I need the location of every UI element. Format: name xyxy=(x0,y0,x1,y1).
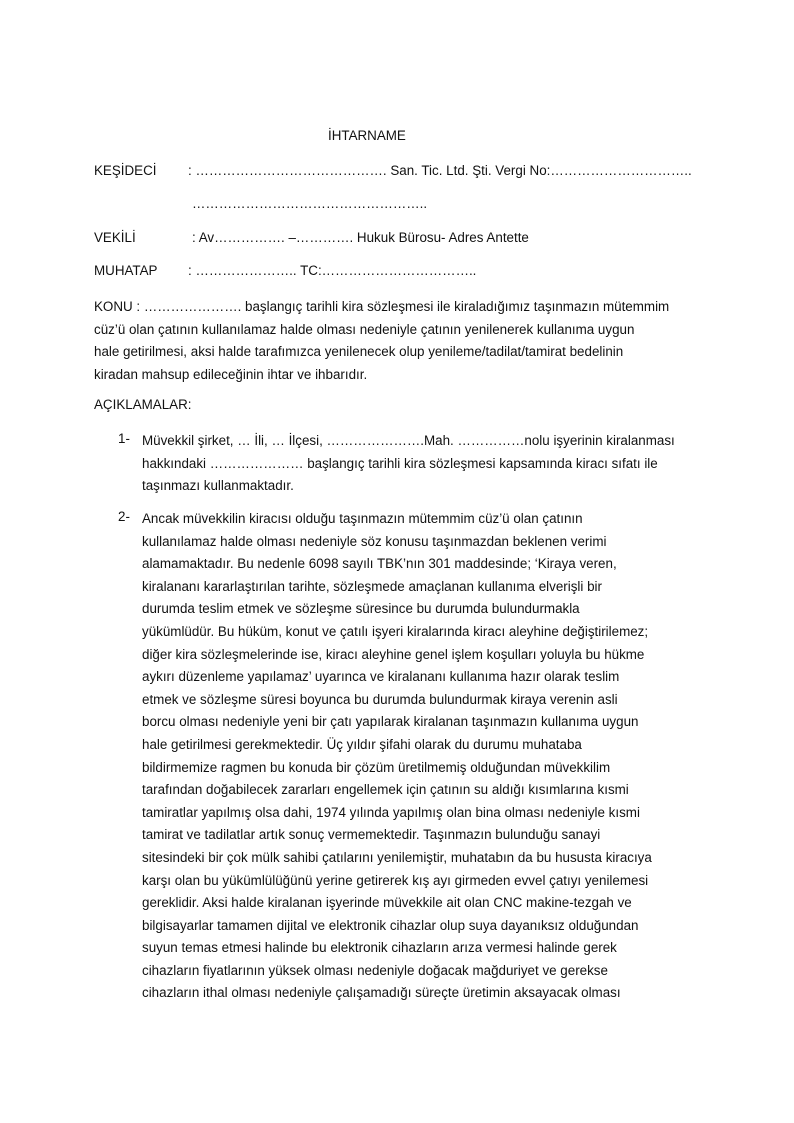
paragraph-line: tamirat ve tadilatlar artık sonuç vermemektedir. Taşınmazın bulunduğu sanayi xyxy=(142,827,601,843)
paragraph-line: kiralananı kararlaştırılan tarihte, sözleşmede amaçlanan kullanıma elverişli bir xyxy=(142,578,602,594)
muhatap-label: MUHATAP xyxy=(94,263,158,278)
paragraph-line: borcu olması nedeniyle yeni bir çatı yapılarak kiralanan taşınmazın kullanıma uygun xyxy=(142,714,639,730)
aciklamalar-heading: AÇIKLAMALAR: xyxy=(94,397,192,412)
paragraph-line: sitesindeki bir çok mülk sahibi çatılarını yenilemiştir, muhatabın da bu hususta kiracıya xyxy=(142,849,652,865)
muhatap-value: : ………………….. TC:…………………………….. xyxy=(188,263,477,278)
paragraph-line: yükümlüdür. Bu hüküm, konut ve çatılı işyeri kiralarında kiracı aleyhine değiştirilemez; xyxy=(142,623,649,639)
paragraph-line: hale getirilmesi gerekmektedir. Üç yıldır şifahi olarak du durumu muhataba xyxy=(142,736,582,752)
paragraph-line: alamamaktadır. Bu nedenle 6098 sayılı TBK’nın 301 maddesinde; ‘Kiraya veren, xyxy=(142,556,617,572)
paragraph-line: gereklidir. Aksi halde kiralanan işyerinde müvekkile ait olan CNC makine-tezgah ve xyxy=(142,895,632,911)
paragraph-line: Müvekkil şirket, … İli, … İlçesi, ………………….Mah. ……………nolu işyerinin kiralanması xyxy=(142,433,675,448)
kesideci-value-continued: …………………………………………….. xyxy=(192,196,428,211)
vekili-value: : Av……………. –…………. Hukuk Bürosu- Adres Antette xyxy=(192,230,529,245)
paragraph-line: karşı olan bu yükümlülüğünü yerine getirerek kış ayı girmeden evvel çatıyı yenilemesi xyxy=(142,872,649,888)
item-paragraph xyxy=(142,430,702,498)
paragraph-line: aykırı düzenleme yapılamaz’ uyarınca ve kiralananı kullanıma hazır olarak teslim xyxy=(142,669,620,685)
vekili-label: VEKİLİ xyxy=(94,230,136,245)
paragraph-line: bildirmemize ragmen bu konuda bir çözüm üretilmemiş olduğundan müvekkilim xyxy=(142,759,611,775)
paragraph-line: suyun temas etmesi halinde bu elektronik cihazların arıza vermesi halinde gerek xyxy=(142,940,617,956)
konu-line: kiradan mahsup edileceğinin ihtar ve ihbarıdır. xyxy=(94,366,368,382)
paragraph-line: taşınmazı kullanmaktadır. xyxy=(142,478,294,494)
document-title: İHTARNAME xyxy=(328,128,406,143)
konu-line: KONU : …………………. başlangıç tarihli kira sözleşmesi ile kiraladığımız taşınmazın mütemmim xyxy=(94,299,670,314)
kesideci-value: : ……………………………………. San. Tic. Ltd. Şti. Vergi No:………………………….. xyxy=(188,163,692,178)
paragraph-line: durumda teslim etmek ve sözleşme süresince bu durumda bulundurmakla xyxy=(142,601,580,617)
paragraph-line: cihazların ithal olması nedeniyle çalışamadığı süreçte üretimin aksayacak olması xyxy=(142,985,621,1001)
paragraph-line: etmek ve sözleşme süresi boyunca bu durumda bulundurmak kiraya verenin asli xyxy=(142,691,618,707)
item-number: 2- xyxy=(118,509,130,524)
paragraph-line: cihazların fiyatlarının yüksek olması nedeniyle doğacak mağduriyet ve gerekse xyxy=(142,962,608,978)
paragraph-line: tarafından doğabilecek zararları engellemek için çatının su aldığı kısımlarına kısmi xyxy=(142,782,629,798)
konu-paragraph xyxy=(94,296,706,386)
item-paragraph xyxy=(142,508,702,1005)
kesideci-label: KEŞİDECİ xyxy=(94,163,157,178)
paragraph-line: bilgisayarlar tamamen dijital ve elektronik cihazlar olup suya dayanıksız olduğundan xyxy=(142,917,639,933)
paragraph-line: kullanılamaz halde olması nedeniyle söz konusu taşınmazdan beklenen verimi xyxy=(142,533,607,549)
paragraph-line: tamiratlar yapılmış olsa dahi, 1974 yılında yapılmış olan bina olması nedeniyle kısmi xyxy=(142,804,640,820)
item-number: 1- xyxy=(118,431,130,446)
konu-line: hale getirilmesi, aksi halde tarafımızca yenilenecek olup yenileme/tadilat/tamirat bedelinin xyxy=(94,344,624,359)
paragraph-line: diğer kira sözleşmelerinde ise, kiracı aleyhine genel işlem koşulları yoluyla bu hükme xyxy=(142,646,645,662)
paragraph-line: Ancak müvekkilin kiracısı olduğu taşınmazın mütemmim cüz’ü olan çatının xyxy=(142,511,583,526)
konu-line: cüz’ü olan çatının kullanılamaz halde olması nedeniyle çatının yenilenerek kullanıma uygun xyxy=(94,321,635,337)
paragraph-line: hakkındaki ………………… başlangıç tarihli kira sözleşmesi kapsamında kiracı sıfatı ile xyxy=(142,455,658,471)
